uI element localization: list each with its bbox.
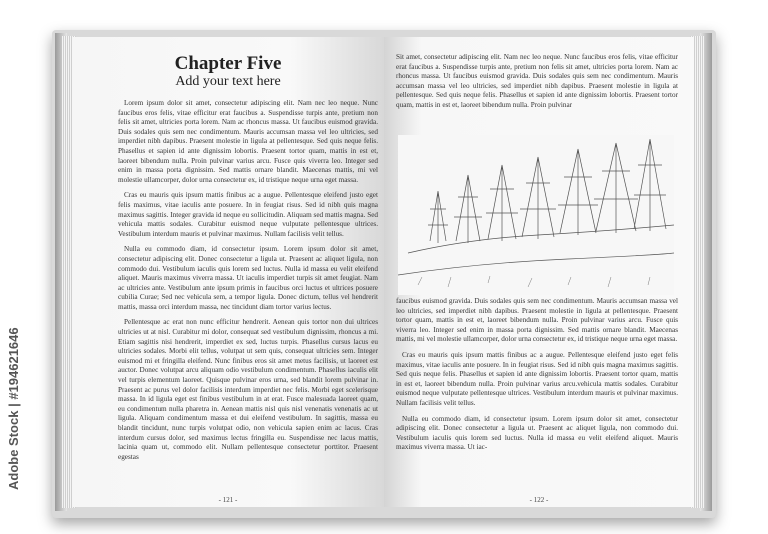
paragraph: Sit amet, consectetur adipiscing elit. Nam nec leo neque. Nunc faucibus eros felis, vitae efficitur erat faucibus a. Suspendisse turpis ante, pretium non felis sit amet, ultricies porta lorem. Nam ac rhoncus massa. Ut faucibus euismod gravida. Duis sodales quis sem nec condimentum. Mauris accumsan massa vel leo ultricies, sed imperdiet nibh dapibus. Praesent molestie in ligula at pellentesque. Sed quis neque felis. Phasellus et sapien id ante dignissim lobortis. Praesent tortor quam, mattis in est et, laoreet bibendum nulla. Proin pulvinar: [396, 53, 678, 109]
paragraph: Cras eu mauris quis ipsum mattis finibus ac a augue. Pellentesque eleifend justo eget felis maximus, vitae iaculis ante posuere. In in feugiat risus. Sed id nibh quis magna maximus sagittis. Sed quis neque felis. Phasellus et sapien id ante dignissim lobortis. Praesent tortor quam, mattis in est et, laoreet bibendum nulla. Proin pulvinar varius arcu.vehicula mattis sodales. Curabitur euismod neque vulputate pellentesque ultrices. Vestibulum interdum mauris et pulvinar maximus. Nullam facilisis velit tellus.: [396, 350, 678, 407]
paragraph: Nulla eu commodo diam, id consectetur ipsum. Lorem ipsum dolor sit amet, consectetur adipiscing elit. Donec consectetur a ligula ut. Praesent ac aliquet ligula, non commodo dui. Vestibulum iaculis quis lorem sed luctus. Nulla id massa eu velit eleifend aliquet. Mauris maximus viverra massa. Ut iac-: [396, 414, 678, 452]
paragraph: faucibus euismod gravida. Duis sodales quis sem nec condimentum. Mauris accumsan massa vel leo ultricies, sed imperdiet nibh dapibus. Praesent molestie in ligula at pellentesque. Praesent tortor quam, mattis in est et, laoreet bibendum nulla. Proin pulvinar varius arcu. Fusce quis viverra leo. Integer sed enim in massa porta dignissim. Sed mattis ornare blandit. Maecenas mattis, mi vel molestie ullamcorper, dolor urna consectetur ex, id tristique neque urna eget massa.: [396, 297, 678, 344]
adobe-stock-watermark: [2, 110, 24, 490]
left-page-body: [118, 99, 378, 468]
paragraph: Lorem ipsum dolor sit amet, consectetur adipiscing elit. Nam nec leo neque. Nunc faucibus eros felis, vitae efficitur erat faucibus a. Suspendisse turpis ante, pretium non felis sit amet, ultricies porta lorem. Nam ac rhoncus massa. Ut faucibus euismod gravida. Duis sodales quis sem nec condimentum. Mauris accumsan massa vel leo ultricies, sed imperdiet nibh dapibus. Praesent molestie in ligula at pellentesque. Sed quis neque felis. Phasellus et sapien id ante dignissim lobortis. Praesent tortor quam, mattis in est et, laoreet bibendum nulla. Proin pulvinar varius arcu. Fusce quis viverra leo. Integer sed enim in massa porta dignissim. Sed mattis ornare blandit. Maecenas mattis, mi vel molestie ullamcorper, dolor urna consectetur ex, id tristique neque urna eget massa.: [118, 99, 378, 184]
paragraph: Pellentesque ac erat non nunc efficitur hendrerit. Aenean quis tortor non dui ultrices ultricies ut at nisl. Curabitur mi dolor, consequat sed vestibulum dignissim, rhoncus a mi. Etiam sagittis nisi hendrerit, imperdiet ex sed, luctus turpis. Phasellus cursus lacus eu ultricies sodales. Morbi elit tellus, volutpat ut sem quis, consequat ultricies sem. Integer euismod mi et fringilla eleifend. Nunc finibus eros sit amet metus facilisis, ut laoreet est auctor. Donec volutpat arcu aliquam odio vestibulum condimentum. Phasellus iaculis elit vel turpis elementum laoreet. Quisque pulvinar eros urna, sed blandit lorem pulvinar in. Praesent ac purus vel dolor facilisis interdum imperdiet nec felis. Morbi eget scelerisque massa. In id ligula eget est finibus vestibulum in at erat. Fusce malesuada laoreet quam, eu condimentum nulla pharetra in. Aenean mattis nisl quis nisl venenatis venenatis ac ut ligula. Aliquam condimentum massa et dui eleifend vestibulum. In sagittis, massa eu blandit tincidunt, nunc turpis volutpat odio, non vehicula sapien enim ac lacus. Cras interdum cursus dolor, sed maximus lectus fringilla eu. Suspendisse nec lacus mattis, lacinia quam ut, commodo elit. Nullam pellentesque consectetur porttitor. Praesent egestas: [118, 318, 378, 461]
watermark-text: Adobe Stock | #194621646: [6, 327, 21, 490]
chapter-title: Chapter Five: [174, 53, 282, 74]
paragraph: Nulla eu commodo diam, id consectetur ipsum. Lorem ipsum dolor sit amet, consectetur adipiscing elit. Donec consectetur a ligula ut. Praesent ac aliquet ligula, non commodo dui. Vestibulum iaculis quis lorem sed luctus. Nulla id massa eu velit eleifend aliquet. Mauris maximus viverra massa. Ut iaculis imperdiet turpis sit amet feugiat. Nam ac ultricies ante. Vestibulum ante ipsum primis in faucibus orci luctus et ultrices posuere cubilia Curae; Sed nec vehicula sem, a tempor ligula. Donec dictum, tellus vel hendrerit mattis, massa orci interdum massa, nec tincidunt diam tortor varius lectus.: [118, 245, 378, 311]
page-number-left: - 121 -: [218, 496, 238, 504]
snowy-forest-illustration: [398, 135, 674, 295]
right-page-top-text: [396, 53, 678, 117]
paragraph: Cras eu mauris quis ipsum mattis finibus ac a augue. Pellentesque eleifend justo eget felis maximus, vitae iaculis ante posuere. In in feugiat risus. Sed id nibh quis magna maximus sagittis. Integer gravida id neque eu sollicitudin. Aliquam sed mattis magna. Sed vehicula mattis sodales. Curabitur euismod neque vulputate pellentesque ultrices. Vestibulum interdum mauris et pulvinar maximus. Nullam facilisis velit tellus.: [118, 191, 378, 238]
right-page-bottom-text: [396, 297, 678, 459]
chapter-subtitle: Add your text here: [175, 74, 281, 89]
page-number-right: - 122 -: [529, 496, 549, 504]
left-page: [72, 37, 384, 507]
right-page: [384, 37, 694, 507]
